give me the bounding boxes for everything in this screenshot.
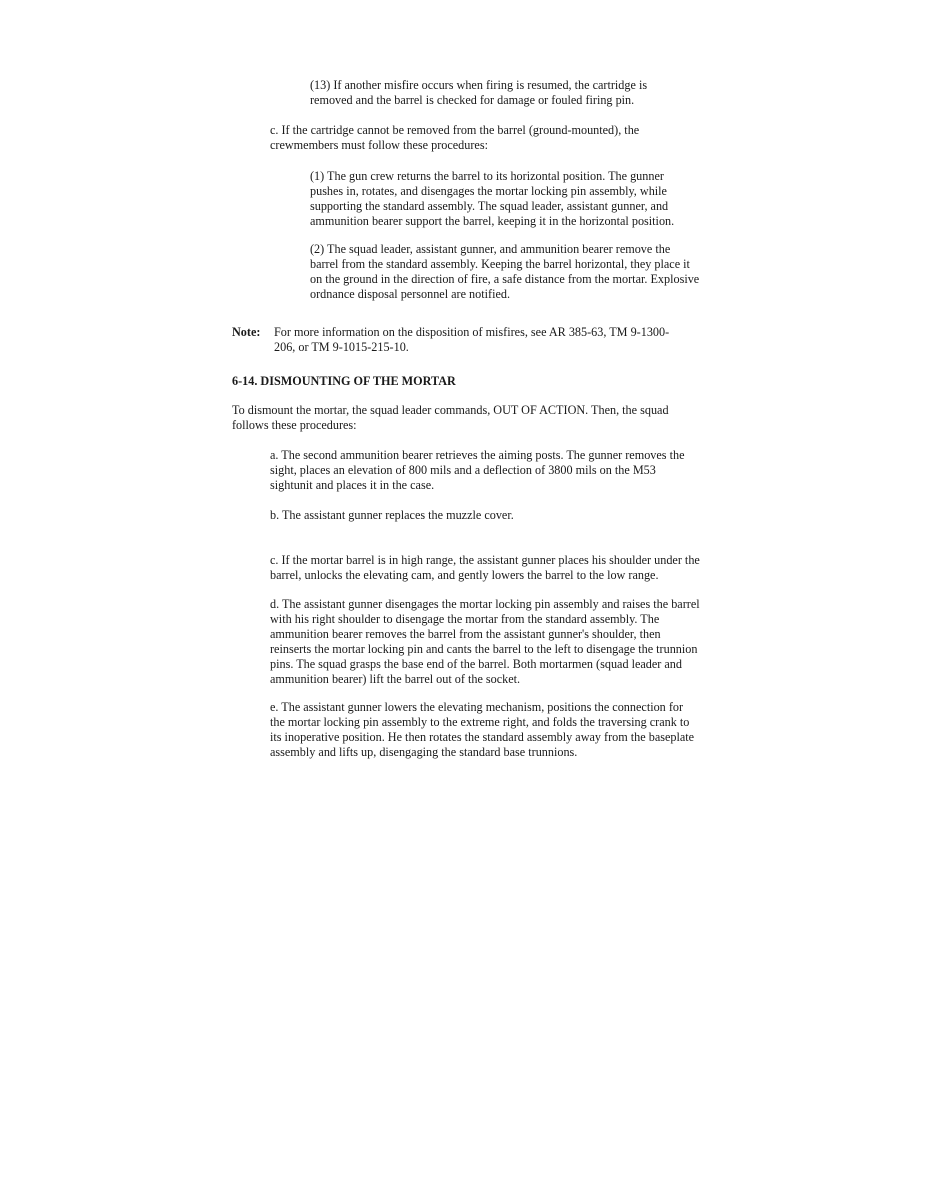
note-block — [232, 325, 687, 355]
section-intro: To dismount the mortar, the squad leader commands, OUT OF ACTION. Then, the squad follows these procedures: — [232, 403, 669, 432]
step-a: a. The second ammunition bearer retrieves the aiming posts. The gunner removes the sight, places an elevation of 800 mils and a deflection of 3800 mils on the M53 sightunit and places it in the case. — [270, 448, 685, 492]
step-d: d. The assistant gunner disengages the mortar locking pin assembly and raises the barrel with his right shoulder to disengage the mortar from the standard assembly. The ammunition bearer removes the barrel from the assistant gunner's shoulder, then reinserts the mortar locking pin and cants the barrel to the left to disengage the trunnion pins. The squad grasps the base end of the barrel. Both mortarmen (squad leader and ammunition bearer) lift the barrel out of the socket. — [270, 597, 700, 686]
section-heading: 6-14. DISMOUNTING OF THE MORTAR — [232, 374, 456, 388]
paragraph-c-1: (1) The gun crew returns the barrel to its horizontal position. The gunner pushes in, rotates, and disengages the mortar locking pin assembly, while supporting the standard assembly. The squad leader, assistant gunner, and ammunition bearer support the barrel, keeping it in the horizontal position. — [310, 169, 675, 228]
step-c: c. If the mortar barrel is in high range, the assistant gunner places his shoulder under the barrel, unlocks the elevating cam, and gently lowers the barrel to the low range. — [270, 553, 700, 582]
paragraph-c-intro: c. If the cartridge cannot be removed from the barrel (ground-mounted), the crewmembers must follow these procedures: — [270, 123, 640, 152]
step-b: b. The assistant gunner replaces the muzzle cover. — [270, 508, 514, 522]
note-text: For more information on the disposition of misfires, see AR 385-63, TM 9-1300-206, or TM 9-1015-215-10. — [274, 325, 670, 354]
note-label: Note: — [232, 325, 261, 339]
paragraph-13: (13) If another misfire occurs when firing is resumed, the cartridge is removed and the barrel is checked for damage or fouled firing pin. — [310, 78, 648, 107]
step-e: e. The assistant gunner lowers the elevating mechanism, positions the connection for the mortar locking pin assembly to the extreme right, and folds the traversing crank to its inoperative position. He then rotates the standard assembly away from the baseplate assembly and lifts up, disengaging the standard base trunnions. — [270, 700, 695, 759]
paragraph-c-2: (2) The squad leader, assistant gunner, and ammunition bearer remove the barrel from the standard assembly. Keeping the barrel horizontal, they place it on the ground in the direction of fire, a safe distance from the mortar. Explosive ordnance disposal personnel are notified. — [310, 242, 700, 301]
